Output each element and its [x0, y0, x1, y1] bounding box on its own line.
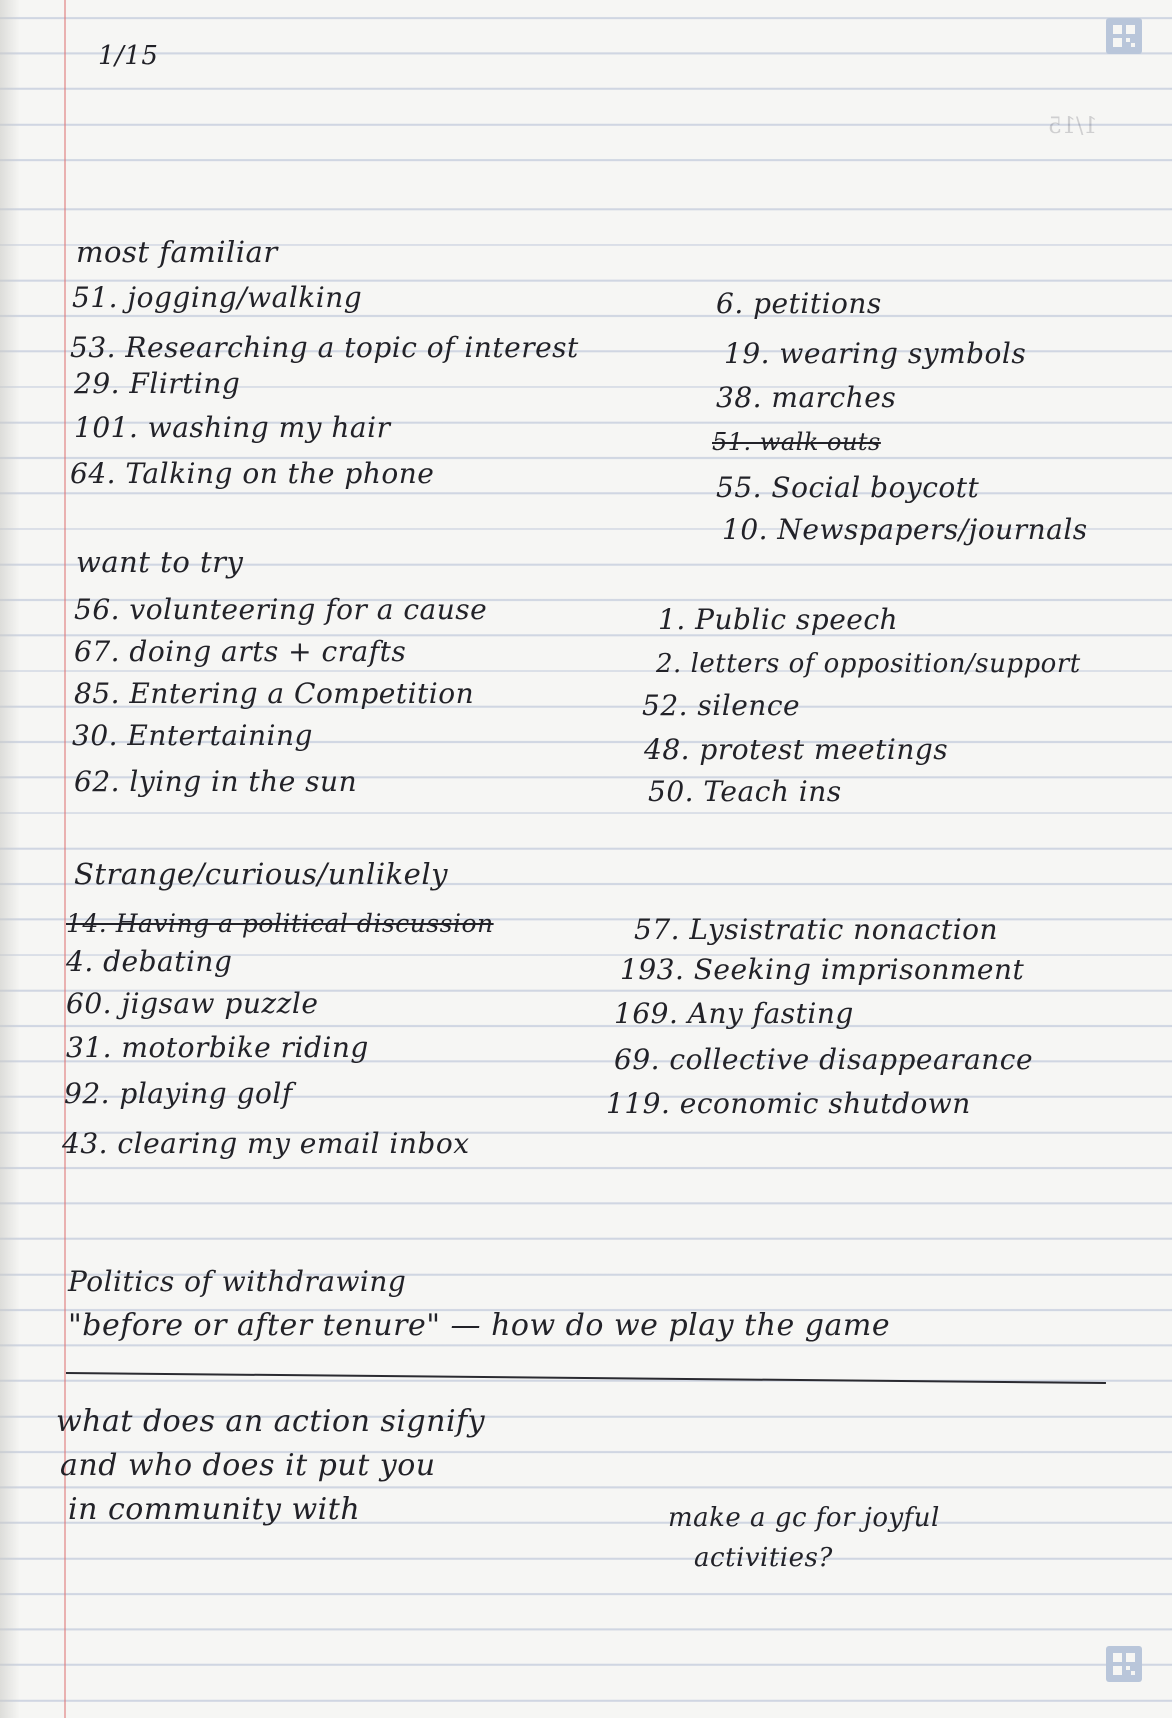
note-politics-title: Politics of withdrawing: [68, 1265, 407, 1298]
list-item: 50. Teach ins: [648, 775, 842, 808]
list-item: 10. Newspapers/journals: [722, 513, 1088, 546]
list-item: 51. jogging/walking: [72, 281, 363, 314]
section-divider: [66, 1372, 1106, 1384]
note-aside-line: make a gc for joyful: [668, 1503, 940, 1533]
list-item: 62. lying in the sun: [74, 765, 358, 798]
list-item: 4. debating: [66, 945, 233, 978]
list-item: 60. jigsaw puzzle: [66, 987, 319, 1020]
section-heading-strange: Strange/curious/unlikely: [74, 857, 448, 891]
list-item: 119. economic shutdown: [606, 1087, 971, 1120]
note-politics-question: "before or after tenure" — how do we play the game: [68, 1308, 891, 1343]
note-aside-line: activities?: [694, 1543, 833, 1573]
list-item: 19. wearing symbols: [724, 337, 1027, 370]
list-item: 55. Social boycott: [716, 471, 980, 504]
list-item: 43. clearing my email inbox: [62, 1127, 470, 1160]
list-item: 6. petitions: [716, 287, 882, 320]
list-item-struck: 14. Having a political discussion: [66, 909, 494, 938]
list-item: 31. motorbike riding: [66, 1031, 369, 1064]
note-question-line: and who does it put you: [60, 1448, 436, 1483]
list-item: 64. Talking on the phone: [70, 457, 435, 490]
list-item: 193. Seeking imprisonment: [620, 953, 1025, 986]
bleed-through-date: 1/15: [1048, 114, 1098, 139]
page-corner-mark-icon: [1106, 1646, 1142, 1682]
list-item: 92. playing golf: [64, 1077, 293, 1110]
list-item-struck: 51. walk outs: [712, 428, 881, 456]
list-item: 29. Flirting: [74, 367, 241, 400]
list-item: 52. silence: [642, 689, 801, 722]
list-item: 53. Researching a topic of interest: [70, 331, 579, 364]
list-item: 56. volunteering for a cause: [74, 593, 488, 626]
list-item: 101. washing my hair: [74, 411, 391, 444]
list-item: 48. protest meetings: [644, 733, 949, 766]
note-question-line: what does an action signify: [56, 1404, 486, 1439]
list-item: 1. Public speech: [658, 603, 899, 636]
list-item: 30. Entertaining: [72, 719, 313, 752]
list-item: 85. Entering a Competition: [74, 677, 475, 710]
page-date: 1/15: [98, 41, 159, 71]
list-item: 69. collective disappearance: [614, 1043, 1034, 1076]
page-corner-mark-icon: [1106, 18, 1142, 54]
note-question-line: in community with: [68, 1492, 361, 1527]
list-item: 57. Lysistratic nonaction: [634, 913, 999, 946]
list-item: 38. marches: [716, 381, 897, 414]
list-item: 2. letters of opposition/support: [656, 649, 1081, 679]
list-item: 67. doing arts + crafts: [74, 635, 407, 668]
list-item: 169. Any fasting: [614, 997, 854, 1030]
section-heading-want-to-try: want to try: [76, 545, 244, 579]
section-heading-most-familiar: most familiar: [76, 235, 278, 269]
binding-shadow: [0, 0, 20, 1718]
